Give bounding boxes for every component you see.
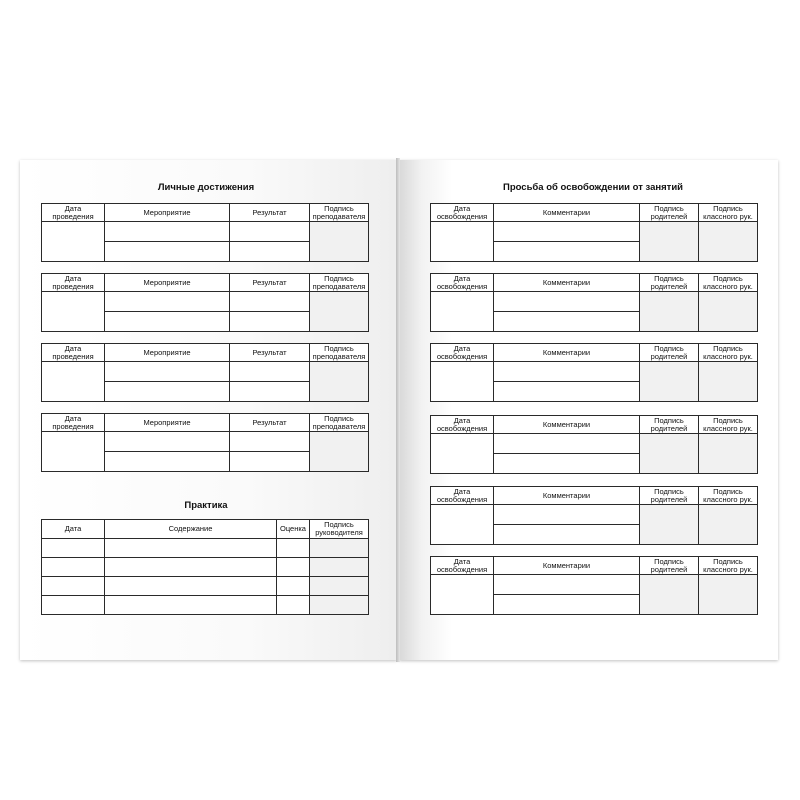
exemption-table <box>430 486 758 545</box>
header-parents-sign: Подпись родителей <box>640 204 699 222</box>
comment-cell[interactable] <box>494 434 640 454</box>
header-sign: Подпись преподавателя <box>310 344 369 362</box>
result-cell[interactable] <box>230 452 310 472</box>
teacher-sign-cell[interactable] <box>699 505 758 545</box>
header-content: Содержание <box>105 520 277 539</box>
header-grade: Оценка <box>277 520 310 539</box>
comment-cell[interactable] <box>494 595 640 615</box>
header-result: Результат <box>230 414 310 432</box>
comment-cell[interactable] <box>494 454 640 474</box>
result-cell[interactable] <box>230 362 310 382</box>
sign-cell[interactable] <box>310 222 369 262</box>
header-event: Мероприятие <box>105 414 230 432</box>
header-date: Дата освобождения <box>431 416 494 434</box>
header-parents-sign: Подпись родителей <box>640 416 699 434</box>
exemption-table <box>430 415 758 474</box>
comment-cell[interactable] <box>494 575 640 595</box>
event-cell[interactable] <box>105 382 230 402</box>
date-cell[interactable] <box>42 222 105 262</box>
comment-cell[interactable] <box>494 505 640 525</box>
teacher-sign-cell[interactable] <box>699 575 758 615</box>
header-parents-sign: Подпись родителей <box>640 274 699 292</box>
comment-cell[interactable] <box>494 222 640 242</box>
practice-date-cell[interactable] <box>42 558 105 577</box>
practice-title: Практика <box>184 500 228 511</box>
achievements-table <box>41 273 369 332</box>
teacher-sign-cell[interactable] <box>699 362 758 402</box>
practice-content-cell[interactable] <box>105 596 277 615</box>
sign-cell[interactable] <box>310 292 369 332</box>
header-sign: Подпись преподавателя <box>310 204 369 222</box>
header-comments: Комментарии <box>494 344 640 362</box>
result-cell[interactable] <box>230 382 310 402</box>
parents-sign-cell[interactable] <box>640 292 699 332</box>
header-date: Дата освобождения <box>431 487 494 505</box>
header-teacher-sign: Подпись классного рук. <box>699 344 758 362</box>
header-result: Результат <box>230 274 310 292</box>
date-cell[interactable] <box>431 575 494 615</box>
result-cell[interactable] <box>230 292 310 312</box>
practice-grade-cell[interactable] <box>277 596 310 615</box>
header-comments: Комментарии <box>494 487 640 505</box>
exemption-table <box>430 343 758 402</box>
result-cell[interactable] <box>230 242 310 262</box>
date-cell[interactable] <box>431 292 494 332</box>
date-cell[interactable] <box>431 222 494 262</box>
header-parents-sign: Подпись родителей <box>640 557 699 575</box>
date-cell[interactable] <box>42 292 105 332</box>
result-cell[interactable] <box>230 312 310 332</box>
header-date: Дата освобождения <box>431 274 494 292</box>
parents-sign-cell[interactable] <box>640 222 699 262</box>
header-sign: Подпись преподавателя <box>310 274 369 292</box>
practice-sign-cell[interactable] <box>310 539 369 558</box>
comment-cell[interactable] <box>494 292 640 312</box>
header-date: Дата проведения <box>42 414 105 432</box>
practice-grade-cell[interactable] <box>277 558 310 577</box>
header-teacher-sign: Подпись классного рук. <box>699 487 758 505</box>
practice-sign-cell[interactable] <box>310 596 369 615</box>
header-result: Результат <box>230 204 310 222</box>
header-sign: Подпись преподавателя <box>310 414 369 432</box>
header-comments: Комментарии <box>494 416 640 434</box>
achievements-table <box>41 203 369 262</box>
comment-cell[interactable] <box>494 242 640 262</box>
parents-sign-cell[interactable] <box>640 575 699 615</box>
sign-cell[interactable] <box>310 432 369 472</box>
header-date: Дата освобождения <box>431 557 494 575</box>
result-cell[interactable] <box>230 432 310 452</box>
header-event: Мероприятие <box>105 274 230 292</box>
sign-cell[interactable] <box>310 362 369 402</box>
practice-content-cell[interactable] <box>105 558 277 577</box>
achievements-table <box>41 413 369 472</box>
exemption-table <box>430 556 758 615</box>
parents-sign-cell[interactable] <box>640 434 699 474</box>
header-teacher-sign: Подпись классного рук. <box>699 274 758 292</box>
date-cell[interactable] <box>431 362 494 402</box>
comment-cell[interactable] <box>494 382 640 402</box>
parents-sign-cell[interactable] <box>640 505 699 545</box>
comment-cell[interactable] <box>494 312 640 332</box>
practice-date-cell[interactable] <box>42 596 105 615</box>
practice-grade-cell[interactable] <box>277 539 310 558</box>
date-cell[interactable] <box>42 432 105 472</box>
header-date: Дата проведения <box>42 344 105 362</box>
practice-content-cell[interactable] <box>105 577 277 596</box>
practice-sign-cell[interactable] <box>310 577 369 596</box>
parents-sign-cell[interactable] <box>640 362 699 402</box>
practice-table <box>41 519 369 615</box>
notebook-spine <box>396 158 400 662</box>
header-event: Мероприятие <box>105 344 230 362</box>
exemption-table <box>430 273 758 332</box>
header-teacher-sign: Подпись классного рук. <box>699 204 758 222</box>
teacher-sign-cell[interactable] <box>699 222 758 262</box>
header-teacher-sign: Подпись классного рук. <box>699 557 758 575</box>
header-comments: Комментарии <box>494 274 640 292</box>
result-cell[interactable] <box>230 222 310 242</box>
practice-grade-cell[interactable] <box>277 577 310 596</box>
practice-date-cell[interactable] <box>42 577 105 596</box>
event-cell[interactable] <box>105 222 230 242</box>
date-cell[interactable] <box>431 505 494 545</box>
event-cell[interactable] <box>105 452 230 472</box>
event-cell[interactable] <box>105 242 230 262</box>
event-cell[interactable] <box>105 362 230 382</box>
header-parents-sign: Подпись родителей <box>640 487 699 505</box>
header-result: Результат <box>230 344 310 362</box>
achievements-title: Личные достижения <box>157 182 255 193</box>
teacher-sign-cell[interactable] <box>699 292 758 332</box>
achievements-table <box>41 343 369 402</box>
header-event: Мероприятие <box>105 204 230 222</box>
header-parents-sign: Подпись родителей <box>640 344 699 362</box>
header-comments: Комментарии <box>494 204 640 222</box>
teacher-sign-cell[interactable] <box>699 434 758 474</box>
header-comments: Комментарии <box>494 557 640 575</box>
header-date: Дата освобождения <box>431 204 494 222</box>
practice-sign-cell[interactable] <box>310 558 369 577</box>
practice-date-cell[interactable] <box>42 539 105 558</box>
comment-cell[interactable] <box>494 525 640 545</box>
event-cell[interactable] <box>105 292 230 312</box>
practice-content-cell[interactable] <box>105 539 277 558</box>
header-date: Дата <box>42 520 105 539</box>
exemption-table <box>430 203 758 262</box>
exemption-title: Просьба об освобождении от занятий <box>502 182 684 193</box>
event-cell[interactable] <box>105 312 230 332</box>
date-cell[interactable] <box>431 434 494 474</box>
header-date: Дата проведения <box>42 204 105 222</box>
date-cell[interactable] <box>42 362 105 402</box>
header-date: Дата освобождения <box>431 344 494 362</box>
event-cell[interactable] <box>105 432 230 452</box>
header-sign: Подпись руководителя <box>310 520 369 539</box>
comment-cell[interactable] <box>494 362 640 382</box>
header-teacher-sign: Подпись классного рук. <box>699 416 758 434</box>
header-date: Дата проведения <box>42 274 105 292</box>
